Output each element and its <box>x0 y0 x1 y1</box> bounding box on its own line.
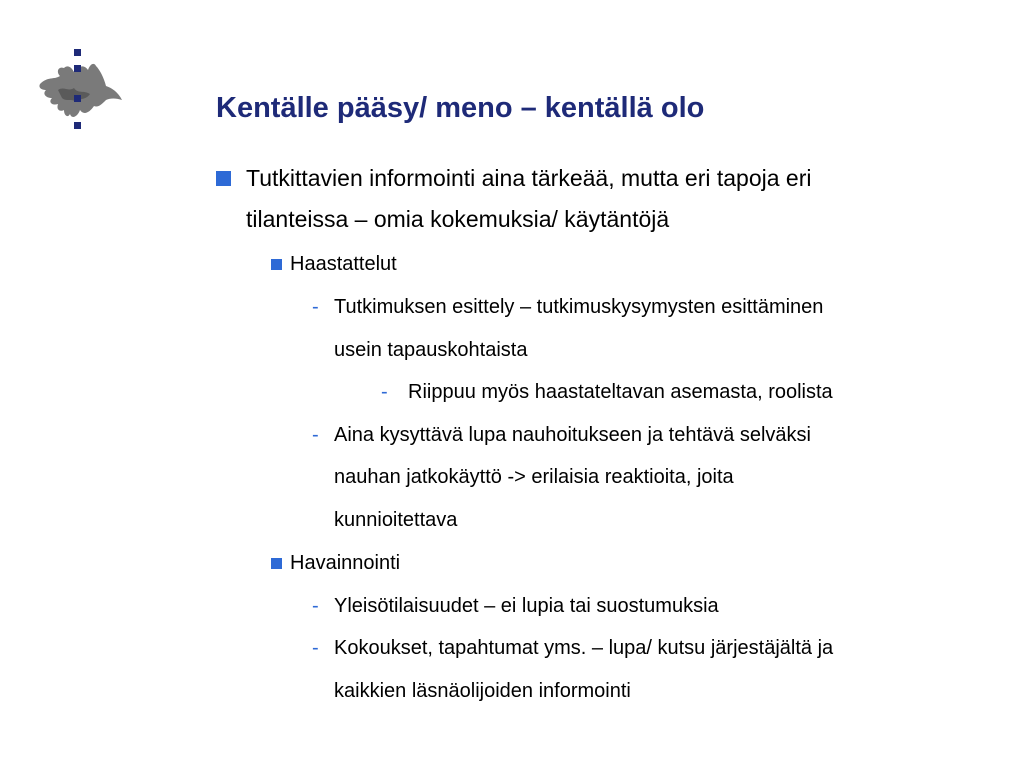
dash-item-text: nauhan jatkokäyttö -> erilaisia reaktioita, joita <box>334 466 734 488</box>
dash-item-text: Yleisötilaisuudet – ei lupia tai suostumuksia <box>334 595 719 617</box>
slide-title: Kentälle pääsy/ meno – kentällä olo <box>216 92 705 124</box>
sub-bullet-label: Havainnointi <box>290 552 401 574</box>
dash-item-text: Tutkimuksen esittely – tutkimuskysymysten esittäminen <box>334 296 824 318</box>
dash-bullet: - <box>312 424 319 446</box>
nested-dash-item-text: Riippuu myös haastateltavan asemasta, roolista <box>408 381 833 403</box>
dash-item-text: kunnioitettava <box>334 509 458 531</box>
bullet-text: Tutkittavien informointi aina tärkeää, mutta eri tapoja eri <box>246 165 812 191</box>
dash-bullet: - <box>312 595 319 617</box>
dash-item-text: kaikkien läsnäolijoiden informointi <box>334 680 631 702</box>
sub-bullet-label: Haastattelut <box>290 253 397 275</box>
bullet-text: tilanteissa – omia kokemuksia/ käytäntöjä <box>246 206 670 232</box>
bullet-square-icon <box>271 259 282 270</box>
dash-item-text: Aina kysyttävä lupa nauhoitukseen ja tehtävä selväksi <box>334 424 811 446</box>
dash-bullet: - <box>312 296 319 318</box>
dash-bullet: - <box>312 637 319 659</box>
dash-item-text: usein tapauskohtaista <box>334 339 528 361</box>
bullet-square-icon <box>216 171 231 186</box>
bullet-square-icon <box>271 558 282 569</box>
dash-item-text: Kokoukset, tapahtumat yms. – lupa/ kutsu järjestäjältä ja <box>334 637 834 659</box>
dash-bullet: - <box>381 381 388 403</box>
